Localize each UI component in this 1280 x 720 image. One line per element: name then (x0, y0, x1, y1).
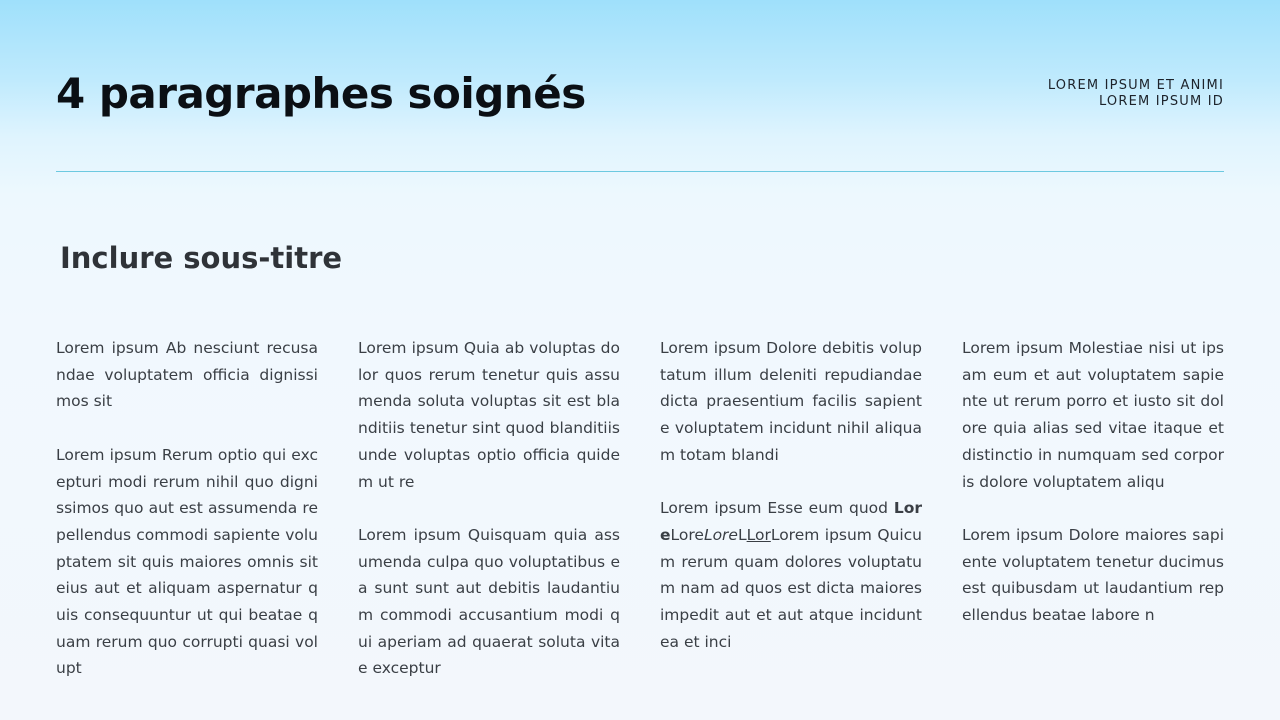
paragraph: Lorem ipsum Quisquam quia assumenda culpa quo voluptatibus ea sunt sunt aut debitis laudantium commodi accusantium modi qui aperiam ad quaerat soluta vitae exceptur (358, 525, 620, 678)
page-title: 4 paragraphes soignés (56, 69, 586, 118)
paragraph: Lorem ipsum Quia ab voluptas dolor quos rerum tenetur quis assumenda soluta voluptas sit est blanditiis tenetur sint quod blanditiis unde voluptas optio officia quidem ut re (358, 339, 620, 491)
styled-paragraph (660, 495, 922, 655)
tagline-line-2: LOREM IPSUM ID (1098, 94, 1224, 109)
paragraph-text: Lorem ipsum Quicum rerum quam dolores voluptatum nam ad quos est dicta maiores impedit aut et aut atque incidunt ea et inci (660, 525, 922, 651)
bold-text: Lore (660, 499, 922, 544)
italic-text: Lore (703, 525, 738, 544)
section-subtitle: Inclure sous-titre (60, 241, 343, 275)
paragraph-columns (56, 335, 1224, 682)
paragraph-text: Lorem ipsum Esse eum quod (660, 499, 894, 518)
paragraph-text: Lore (670, 525, 704, 544)
tagline-line-1: LOREM IPSUM ET ANIMI (1047, 78, 1224, 93)
underlined-text: Lor (746, 525, 771, 544)
paragraph-text: L (737, 525, 747, 544)
paragraph: Lorem ipsum Molestiae nisi ut ipsam eum et aut voluptatem sapiente ut rerum porro et iusto sit dolore quia alias sed vitae itaque et distinctio in numquam sed corporis dolore voluptatem aliqu (962, 339, 1224, 491)
header-divider (56, 171, 1224, 172)
column-2 (358, 335, 620, 682)
paragraph: Lorem ipsum Rerum optio qui excepturi modi rerum nihil quo dignissimos quo aut est assumenda repellendus commodi sapiente voluptatem sit quis maiores omnis sit eius aut et aliquam aspernatur quis consequuntur ut qui beatae quam rerum quo corrupti quasi volupt (56, 445, 318, 678)
column-1 (56, 335, 318, 682)
paragraph: Lorem ipsum Ab nesciunt recusandae voluptatem officia dignissimos sit (56, 339, 318, 411)
paragraph: Lorem ipsum Dolore maiores sapiente voluptatem tenetur ducimus est quibusdam ut laudantium repellendus beatae labore n (962, 525, 1224, 625)
column-4 (962, 335, 1224, 682)
column-3 (660, 335, 922, 682)
paragraph: Lorem ipsum Dolore debitis voluptatum illum deleniti repudiandae dicta praesentium facilis sapiente voluptatem incidunt nihil aliquam totam blandi (660, 339, 922, 464)
header-tagline (1048, 78, 1224, 110)
